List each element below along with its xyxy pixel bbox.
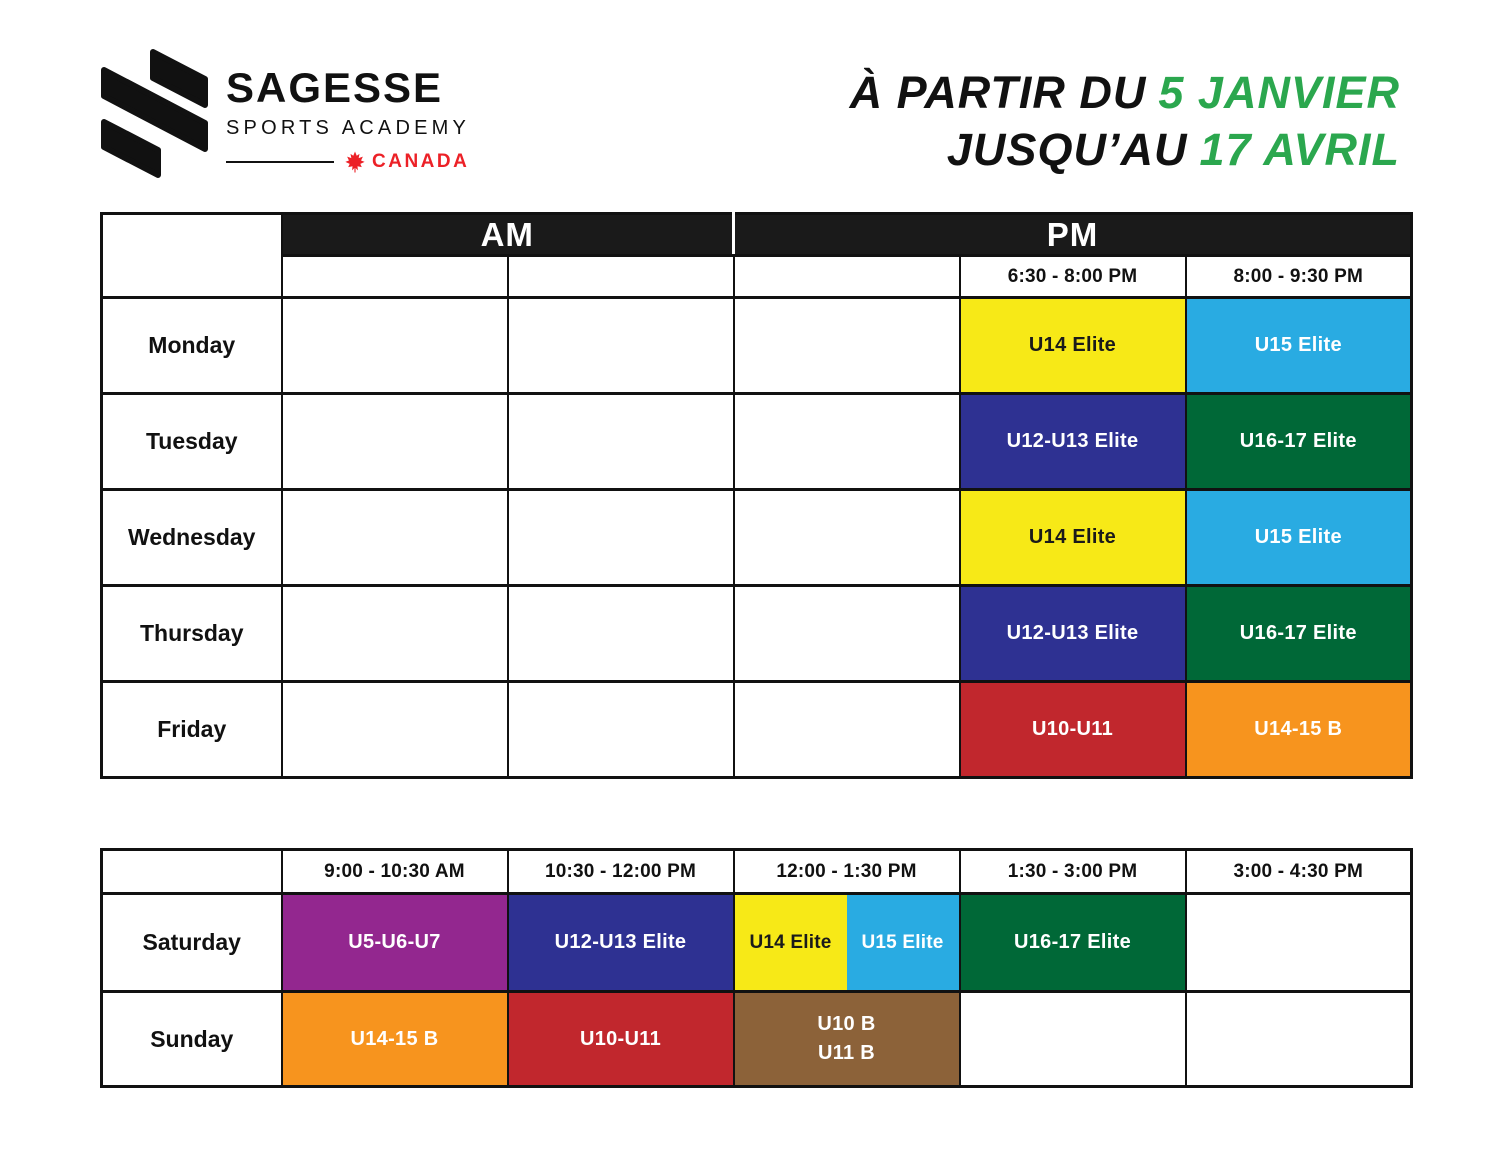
schedule-cell-half: U14 Elite (735, 895, 847, 990)
schedule-cell-empty (734, 298, 960, 394)
schedule-cell-empty (508, 394, 734, 490)
time-slot-header: 10:30 - 12:00 PM (508, 850, 734, 894)
schedule-cell-empty (282, 490, 508, 586)
schedule-cell: U10-U11 (508, 992, 734, 1087)
period-header-row (102, 214, 1412, 256)
schedule-cell: U16-17 Elite (1186, 586, 1412, 682)
schedule-cell (734, 992, 960, 1087)
schedule-cell-empty (1186, 992, 1412, 1087)
time-slot-header: 8:00 - 9:30 PM (1186, 256, 1412, 298)
time-header-row (102, 850, 1412, 894)
table-row-sunday (102, 992, 1412, 1087)
table-row-saturday (102, 894, 1412, 992)
table-row-monday (102, 298, 1412, 394)
schedule-cell-empty (508, 682, 734, 778)
table-row-tuesday (102, 394, 1412, 490)
schedule-cell-empty (1186, 894, 1412, 992)
schedule-cell-empty (282, 682, 508, 778)
date-line-start (850, 64, 1400, 121)
logo-canada-row (226, 151, 470, 173)
day-label: Sunday (102, 992, 282, 1087)
schedule-cell: U15 Elite (1186, 490, 1412, 586)
weekday-schedule-table (100, 212, 1413, 779)
logo-country: CANADA (372, 151, 470, 172)
maple-leaf-icon (344, 151, 366, 173)
logo-subtitle: SPORTS ACADEMY (226, 117, 471, 139)
schedule-cell-empty (508, 298, 734, 394)
time-slot-header: 1:30 - 3:00 PM (960, 850, 1186, 894)
schedule-cell: U12-U13 Elite (508, 894, 734, 992)
day-label: Thursday (102, 586, 282, 682)
date-range-heading (850, 64, 1400, 178)
table-row-wednesday (102, 490, 1412, 586)
schedule-cell-line: U10 B (817, 1013, 876, 1035)
table-row-friday (102, 682, 1412, 778)
schedule-cell: U15 Elite (1186, 298, 1412, 394)
date-start-prefix: À PARTIR DU (849, 67, 1147, 118)
schedule-cell-empty (734, 682, 960, 778)
time-slot-header: 9:00 - 10:30 AM (282, 850, 508, 894)
schedule-cell-empty (282, 298, 508, 394)
corner-cell (102, 850, 282, 894)
time-slot-header (282, 256, 508, 298)
time-header-row (102, 256, 1412, 298)
day-label: Wednesday (102, 490, 282, 586)
logo-divider-line (226, 161, 334, 163)
schedule-cell: U10-U11 (960, 682, 1186, 778)
schedule-cell-split (734, 894, 960, 992)
time-slot-header: 3:00 - 4:30 PM (1186, 850, 1412, 894)
schedule-cell: U12-U13 Elite (960, 394, 1186, 490)
day-label: Monday (102, 298, 282, 394)
date-end-value: 17 AVRIL (1199, 124, 1400, 176)
schedule-cell-half: U15 Elite (847, 895, 959, 990)
schedule-cell: U12-U13 Elite (960, 586, 1186, 682)
schedule-cell: U16-17 Elite (960, 894, 1186, 992)
schedule-cell: U14 Elite (960, 298, 1186, 394)
time-slot-header: 6:30 - 8:00 PM (960, 256, 1186, 298)
date-start-value: 5 JANVIER (1158, 67, 1400, 118)
sagesse-logo-icon (100, 45, 212, 178)
schedule-cell-empty (734, 586, 960, 682)
pm-period-header: PM (734, 214, 1412, 256)
time-slot-header (734, 256, 960, 298)
schedule-cell-empty (282, 586, 508, 682)
split-cell-wrap (735, 895, 959, 990)
schedule-cell: U16-17 Elite (1186, 394, 1412, 490)
schedule-cell: U14 Elite (960, 490, 1186, 586)
schedule-cell-empty (960, 992, 1186, 1087)
logo (100, 45, 470, 178)
schedule-cell: U14-15 B (1186, 682, 1412, 778)
day-label: Tuesday (102, 394, 282, 490)
schedule-cell-line: U11 B (817, 1042, 876, 1064)
schedule-cell-empty (734, 394, 960, 490)
logo-text (226, 45, 470, 173)
time-slot-header: 12:00 - 1:30 PM (734, 850, 960, 894)
schedule-cell-empty (734, 490, 960, 586)
schedule-cell-empty (508, 490, 734, 586)
logo-brand: SAGESSE (226, 64, 444, 111)
time-slot-header (508, 256, 734, 298)
day-label: Friday (102, 682, 282, 778)
schedule-cell-empty (282, 394, 508, 490)
date-end-prefix: JUSQU’AU (946, 124, 1188, 176)
am-period-header: AM (282, 214, 734, 256)
weekend-schedule-table (100, 848, 1413, 1088)
schedule-cell-empty (508, 586, 734, 682)
schedule-cell: U5-U6-U7 (282, 894, 508, 992)
corner-cell (102, 214, 282, 298)
schedule-cell: U14-15 B (282, 992, 508, 1087)
date-line-end (850, 121, 1400, 178)
day-label: Saturday (102, 894, 282, 992)
table-row-thursday (102, 586, 1412, 682)
